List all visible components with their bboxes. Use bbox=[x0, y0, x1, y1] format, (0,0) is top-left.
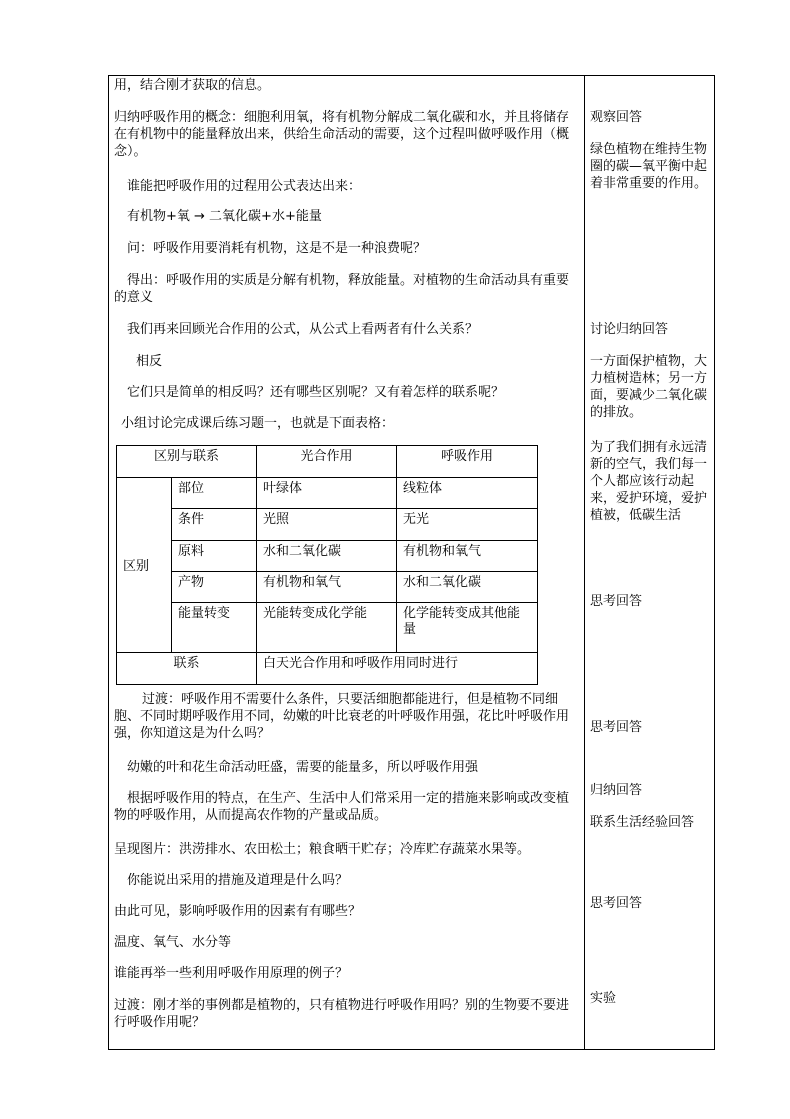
left-paragraph: 相反 bbox=[136, 354, 163, 369]
table-cell: 原料 bbox=[172, 541, 257, 572]
right-note: 归纳回答 bbox=[590, 783, 643, 798]
table-cell: 光能转变成化学能 bbox=[257, 603, 397, 653]
table-cell: 化学能转变成其他能量 bbox=[397, 603, 538, 653]
right-note: 思考回答 bbox=[590, 594, 643, 609]
column-divider bbox=[584, 75, 585, 1050]
table-row bbox=[117, 478, 538, 509]
right-note: 思考回答 bbox=[590, 896, 643, 911]
right-note: 思考回答 bbox=[590, 720, 643, 735]
right-note: 为了我们拥有永远清新的空气，我们每一个人都应该行动起来，爱护环境，爱护植被，低碳生活 bbox=[590, 440, 708, 523]
right-note: 观察回答 bbox=[590, 110, 643, 125]
comparison-table bbox=[116, 445, 538, 685]
left-paragraph: 谁能再举一些利用呼吸作用原理的例子？ bbox=[114, 966, 349, 981]
table-cell: 有机物和氧气 bbox=[257, 572, 397, 603]
table-cell: 有机物和氧气 bbox=[397, 541, 538, 572]
right-note: 联系生活经验回答 bbox=[590, 815, 695, 830]
link-label: 联系 bbox=[117, 653, 257, 685]
right-note: 讨论归纳回答 bbox=[590, 322, 669, 337]
table-cell: 线粒体 bbox=[397, 478, 538, 509]
table-header-cell: 光合作用 bbox=[257, 446, 397, 478]
group-label: 区别 bbox=[117, 478, 172, 653]
table-row bbox=[117, 541, 538, 572]
left-paragraph: 幼嫩的叶和花生命活动旺盛，需要的能量多，所以呼吸作用强 bbox=[127, 760, 479, 775]
table-row bbox=[117, 603, 538, 653]
left-paragraph: 它们只是简单的相反吗？还有哪些区别呢？又有着怎样的联系呢？ bbox=[127, 385, 505, 400]
right-note: 实验 bbox=[590, 991, 617, 1006]
table-header-cell: 呼吸作用 bbox=[397, 446, 538, 478]
left-paragraph: 呈现图片：洪涝排水、农田松土；粮食晒干贮存；冷库贮存蔬菜水果等。 bbox=[114, 842, 531, 857]
left-paragraph: 根据呼吸作用的特点，在生产、生活中人们常采用一定的措施来影响或改变植物的呼吸作用，从而提高农作物的产量或品质。 bbox=[114, 791, 570, 823]
table-row bbox=[117, 509, 538, 541]
table-header-cell: 区别与联系 bbox=[117, 446, 257, 478]
table-row bbox=[117, 572, 538, 603]
left-paragraph: 过渡：呼吸作用不需要什么条件，只要活细胞都能进行，但是植物不同细胞、不同时期呼吸作用不同，幼嫩的叶比衰老的叶呼吸作用强，花比叶呼吸作用强，你知道这是为什么吗？ bbox=[114, 692, 570, 741]
right-note: 一方面保护植物，大力植树造林；另一方面，要减少二氧化碳的排放。 bbox=[590, 354, 708, 420]
left-paragraph: 归纳呼吸作用的概念：细胞利用氧，将有机物分解成二氧化碳和水，并且将储存在有机物中的能量释放出来，供给生命活动的需要，这个过程叫做呼吸作用（概念）。 bbox=[114, 110, 570, 159]
table-cell: 能量转变 bbox=[172, 603, 257, 653]
table-cell: 部位 bbox=[172, 478, 257, 509]
left-paragraph: 谁能把呼吸作用的过程用公式表达出来： bbox=[127, 179, 362, 194]
table-cell: 光照 bbox=[257, 509, 397, 541]
left-paragraph: 温度、氧气、水分等 bbox=[114, 935, 232, 950]
right-note: 绿色植物在维持生物圈的碳—氧平衡中起着非常重要的作用。 bbox=[590, 142, 708, 191]
table-cell: 水和二氧化碳 bbox=[257, 541, 397, 572]
table-cell: 水和二氧化碳 bbox=[397, 572, 538, 603]
left-paragraph: 你能说出采用的措施及道理是什么吗？ bbox=[127, 873, 349, 888]
table-cell: 产物 bbox=[172, 572, 257, 603]
link-value: 白天光合作用和呼吸作用同时进行 bbox=[257, 653, 538, 685]
formula: 有机物+氧 → 二氧化碳+水+能量 bbox=[127, 209, 322, 224]
left-paragraph: 小组讨论完成课后练习题一，也就是下面表格： bbox=[121, 416, 395, 431]
left-paragraph: 问：呼吸作用要消耗有机物，这是不是一种浪费呢？ bbox=[127, 241, 427, 256]
table-cell: 叶绿体 bbox=[257, 478, 397, 509]
table-cell: 无光 bbox=[397, 509, 538, 541]
left-paragraph: 由此可见，影响呼吸作用的因素有有哪些？ bbox=[114, 904, 362, 919]
left-paragraph: 得出：呼吸作用的实质是分解有机物，释放能量。对植物的生命活动具有重要的意义 bbox=[114, 273, 570, 305]
left-paragraph: 我们再来回顾光合作用的公式，从公式上看两者有什么关系？ bbox=[127, 322, 479, 337]
table-cell: 条件 bbox=[172, 509, 257, 541]
left-paragraph: 过渡：刚才举的事例都是植物的，只有植物进行呼吸作用吗？别的生物要不要进行呼吸作用呢？ bbox=[114, 998, 570, 1030]
left-paragraph: 用，结合刚才获取的信息。 bbox=[114, 78, 271, 93]
table-row bbox=[117, 653, 538, 685]
